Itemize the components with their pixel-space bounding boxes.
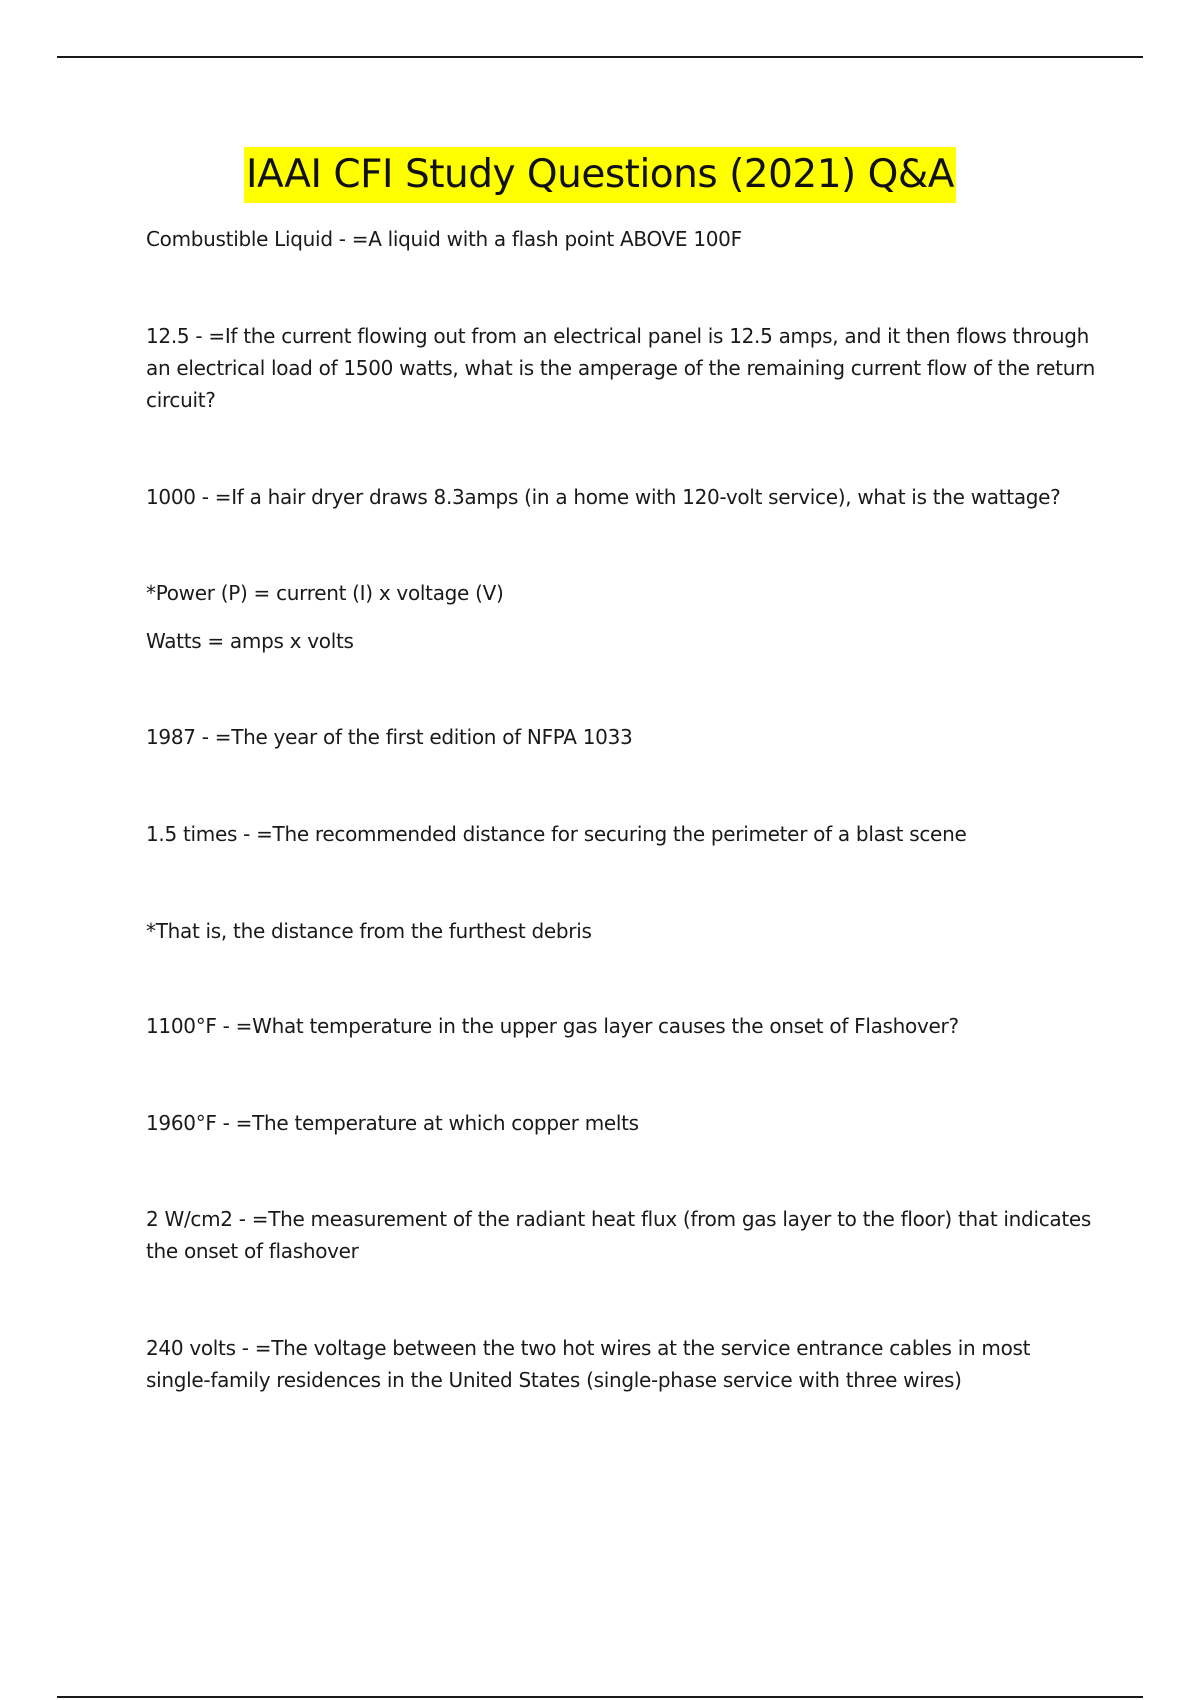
qa-entry: Combustible Liquid - =A liquid with a flash point ABOVE 100F: [146, 227, 742, 251]
qa-entry: 1.5 times - =The recommended distance for securing the perimeter of a blast scene: [146, 822, 967, 846]
title-container: [0, 147, 1200, 203]
qa-entry: 2 W/cm2 - =The measurement of the radiant heat flux (from gas layer to the floor) that indicates the onset of flashover: [146, 1207, 1092, 1263]
qa-entry: 1987 - =The year of the first edition of NFPA 1033: [146, 725, 633, 749]
bottom-rule: [57, 1696, 1143, 1698]
qa-entry: 12.5 - =If the current flowing out from an electrical panel is 12.5 amps, and it then flows through an electrical load of 1500 watts, what is the amperage of the remaining current flow of the return circuit?: [146, 324, 1096, 412]
formula-note: *Power (P) = current (I) x voltage (V): [146, 581, 504, 605]
top-rule: [57, 56, 1143, 58]
formula-note: Watts = amps x volts: [146, 629, 354, 653]
qa-entry: 1100°F - =What temperature in the upper gas layer causes the onset of Flashover?: [146, 1014, 959, 1038]
explanation-note: *That is, the distance from the furthest debris: [146, 919, 592, 943]
qa-entry: 1000 - =If a hair dryer draws 8.3amps (in a home with 120-volt service), what is the wattage?: [146, 485, 1061, 509]
qa-entry: 1960°F - =The temperature at which copper melts: [146, 1111, 639, 1135]
qa-entry: 240 volts - =The voltage between the two hot wires at the service entrance cables in most single-family residences in the United States (single-phase service with three wires): [146, 1336, 1031, 1392]
page-title: IAAI CFI Study Questions (2021) Q&A: [244, 147, 956, 203]
